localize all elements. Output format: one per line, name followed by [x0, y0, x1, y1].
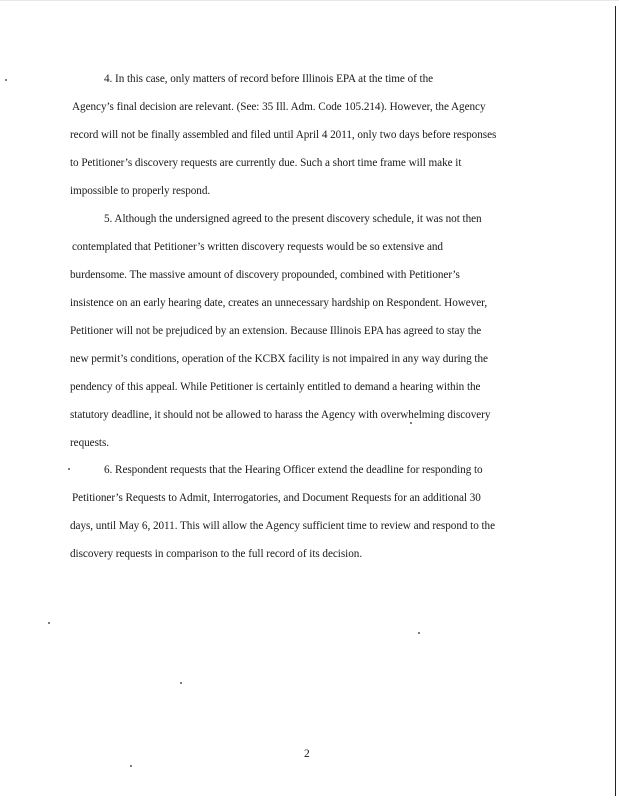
- paragraph-5-line-3: burdensome. The massive amount of discovery propounded, combined with Petitioner’s: [70, 269, 460, 281]
- paragraph-6-line-2: Petitioner’s Requests to Admit, Interrogatories, and Document Requests for an additional 30: [72, 492, 481, 504]
- paragraph-5-line-7: pendency of this appeal. While Petitioner is certainly entitled to demand a hearing within the: [70, 381, 481, 393]
- scan-speck: [48, 622, 50, 624]
- paragraph-6-line-1: 6. Respondent requests that the Hearing Officer extend the deadline for responding to: [104, 464, 483, 476]
- scan-speck: [68, 468, 70, 470]
- page-number: 2: [304, 748, 310, 760]
- scan-speck: [5, 79, 7, 81]
- paragraph-5-line-5: Petitioner will not be prejudiced by an extension. Because Illinois EPA has agreed to stay the: [70, 325, 482, 337]
- scan-speck: [180, 682, 182, 684]
- scan-right-edge: [615, 6, 616, 796]
- paragraph-5-line-9: requests.: [70, 437, 110, 449]
- paragraph-4-line-4: to Petitioner’s discovery requests are currently due. Such a short time frame will make it: [70, 157, 462, 169]
- scan-top-edge: [0, 0, 619, 1]
- paragraph-5-line-4: insistence on an early hearing date, creates an unnecessary hardship on Respondent. However,: [70, 297, 488, 309]
- scan-speck: [410, 422, 412, 424]
- scan-speck: [418, 632, 420, 634]
- scan-speck: [130, 765, 132, 767]
- paragraph-4-line-1: 4. In this case, only matters of record before Illinois EPA at the time of the: [104, 73, 434, 85]
- paragraph-4-line-5: impossible to properly respond.: [70, 185, 211, 197]
- paragraph-6-line-4: discovery requests in comparison to the full record of its decision.: [70, 548, 363, 560]
- paragraph-6-line-3: days, until May 6, 2011. This will allow the Agency sufficient time to review and respond to the: [70, 520, 496, 532]
- paragraph-5-line-1: 5. Although the undersigned agreed to the present discovery schedule, it was not then: [104, 213, 482, 225]
- paragraph-5-line-8: statutory deadline, it should not be allowed to harass the Agency with overwhelming discovery: [70, 409, 491, 421]
- paragraph-4-line-2: Agency’s final decision are relevant. (See: 35 Ill. Adm. Code 105.214). However, the Agency: [72, 101, 486, 113]
- paragraph-4-line-3: record will not be finally assembled and filed until April 4 2011, only two days before responses: [70, 129, 497, 141]
- paragraph-5-line-6: new permit’s conditions, operation of the KCBX facility is not impaired in any way during the: [70, 353, 488, 365]
- paragraph-5-line-2: contemplated that Petitioner’s written discovery requests would be so extensive and: [72, 241, 443, 253]
